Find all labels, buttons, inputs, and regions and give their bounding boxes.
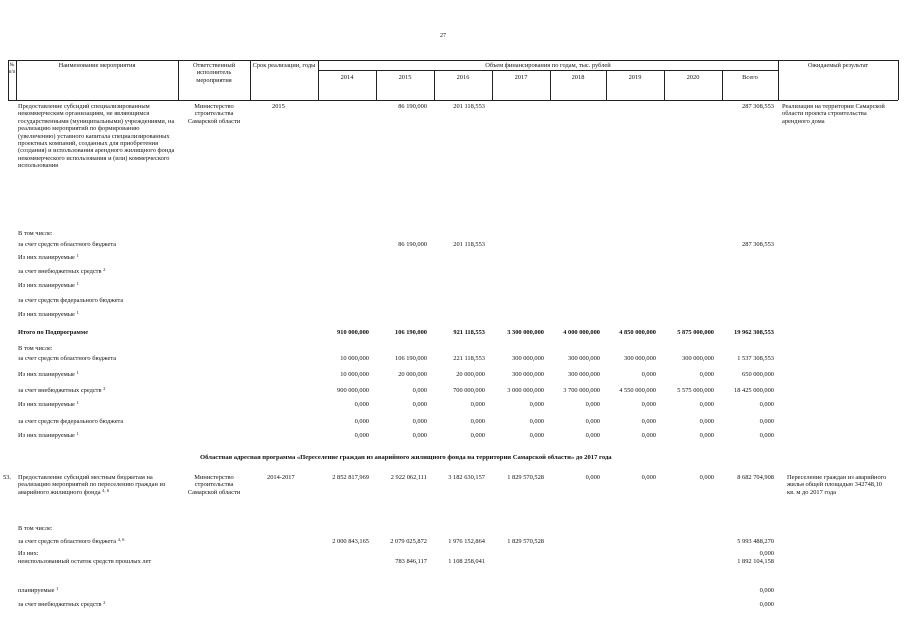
breakdown-label: Из них планируемые $^1$ <box>18 431 79 439</box>
header-result: Ожидаемый результат <box>807 62 869 69</box>
row53-result: Переселение граждан из аварийного жилья общей площадью 342748,10 кв. м до 2017 года <box>787 474 887 496</box>
breakdown-label: В том числе: <box>18 230 53 237</box>
breakdown-label: за счет средств областного бюджета <box>18 355 117 362</box>
value-cell: 10 000,000 <box>340 371 369 378</box>
year-header: 2019 <box>628 74 642 81</box>
value-cell: 1 108 258,041 <box>448 558 485 565</box>
value-cell: 910 000,000 <box>337 329 369 336</box>
value-cell: 1 829 570,528 <box>507 474 544 481</box>
value-cell: 86 190,000 <box>398 241 427 248</box>
year-header: 2014 <box>340 74 354 81</box>
value-cell: 20 000,000 <box>456 371 485 378</box>
breakdown-label: за счет средств областного бюджета <box>18 241 117 248</box>
value-cell: 0,000 <box>699 432 714 439</box>
value-cell: 0,000 <box>585 432 600 439</box>
header-name: Наименование мероприятия <box>58 62 136 69</box>
value-cell: 0,000 <box>699 371 714 378</box>
breakdown-label: Из них планируемые $^1$ <box>18 400 79 408</box>
value-cell: 0,000 <box>699 418 714 425</box>
value-cell: 300 000,000 <box>568 355 600 362</box>
value-cell: 900 000,000 <box>337 387 369 394</box>
year-header: 2020 <box>686 74 700 81</box>
value-cell: 300 000,000 <box>682 355 714 362</box>
breakdown-label: неиспользованный остаток средств прошлых лет <box>18 558 152 565</box>
value-cell: 300 000,000 <box>568 371 600 378</box>
row53-no: 53. <box>3 474 11 481</box>
value-cell: 0,000 <box>412 387 427 394</box>
value-cell: 0,000 <box>641 474 656 481</box>
header-no: № п/п <box>8 63 16 76</box>
value-cell: 700 000,000 <box>453 387 485 394</box>
year-header: Всего <box>742 74 758 81</box>
value-cell: 3 182 630,157 <box>448 474 485 481</box>
value-cell: 0,000 <box>470 432 485 439</box>
breakdown-label: за счет средств федерального бюджета <box>18 297 124 304</box>
value-cell: 0,000 <box>759 601 774 608</box>
year-header: 2018 <box>571 74 585 81</box>
page-number: 27 <box>440 33 446 39</box>
value-cell: 221 118,553 <box>453 355 485 362</box>
value-cell: 0,000 <box>759 550 774 557</box>
value-cell: 0,000 <box>412 418 427 425</box>
value-cell: 1 537 308,553 <box>737 355 774 362</box>
row1-resp: Министерство строительства Самарской области <box>187 103 241 125</box>
value-cell: 0,000 <box>529 432 544 439</box>
row53-name: Предоставление субсидий местным бюджетам на реализацию мероприятий по переселению граждан из аварийного жилищного фонда $^{4, 6}$ <box>18 474 166 496</box>
value-cell: 2 079 025,872 <box>390 538 427 545</box>
value-cell: 10 000,000 <box>340 355 369 362</box>
value-cell: 287 308,553 <box>742 241 774 248</box>
row1-period: 2015 <box>272 103 285 110</box>
value-cell: 650 000,000 <box>742 371 774 378</box>
value-cell: 86 190,000 <box>398 103 427 110</box>
value-cell: 0,000 <box>699 401 714 408</box>
value-cell: 0,000 <box>759 587 774 594</box>
value-cell: 1 829 570,528 <box>507 538 544 545</box>
value-cell: 5 575 000,000 <box>677 387 714 394</box>
value-cell: 0,000 <box>641 432 656 439</box>
value-cell: 3 700 000,000 <box>563 387 600 394</box>
value-cell: 4 000 000,000 <box>563 329 600 336</box>
row53-resp: Министерство строительства Самарской области <box>187 474 241 496</box>
value-cell: 3 300 000,000 <box>507 329 544 336</box>
value-cell: 0,000 <box>529 401 544 408</box>
row1-result: Реализация на территории Самарской области проекта строительства арендного дома <box>782 103 885 125</box>
value-cell: 5 875 000,000 <box>677 329 714 336</box>
value-cell: 3 000 000,000 <box>507 387 544 394</box>
value-cell: 201 118,553 <box>453 103 485 110</box>
breakdown-label: В том числе: <box>18 345 53 352</box>
value-cell: 2 852 817,969 <box>332 474 369 481</box>
breakdown-label: Из них планируемые $^1$ <box>18 281 79 289</box>
value-cell: 0,000 <box>585 418 600 425</box>
value-cell: 0,000 <box>354 432 369 439</box>
value-cell: 106 190,000 <box>395 355 427 362</box>
value-cell: 0,000 <box>412 432 427 439</box>
breakdown-label: за счет внебюджетных средств $^2$ <box>18 386 106 394</box>
value-cell: 0,000 <box>759 432 774 439</box>
value-cell: 300 000,000 <box>512 355 544 362</box>
value-cell: 287 308,553 <box>742 103 774 110</box>
value-cell: 0,000 <box>759 401 774 408</box>
value-cell: 0,000 <box>470 401 485 408</box>
value-cell: 0,000 <box>641 401 656 408</box>
value-cell: 0,000 <box>529 418 544 425</box>
value-cell: 783 846,117 <box>395 558 427 565</box>
year-header: 2017 <box>514 74 528 81</box>
value-cell: 0,000 <box>641 418 656 425</box>
breakdown-label: за счет внебюджетных средств $^2$ <box>18 267 106 275</box>
breakdown-label: Из них планируемые $^1$ <box>18 370 79 378</box>
value-cell: 18 425 000,000 <box>734 387 774 394</box>
value-cell: 0,000 <box>585 474 600 481</box>
breakdown-label: за счет средств федерального бюджета <box>18 418 124 425</box>
value-cell: 0,000 <box>699 474 714 481</box>
value-cell: 1 892 104,158 <box>737 558 774 565</box>
breakdown-label: В том числе: <box>18 525 53 532</box>
value-cell: 300 000,000 <box>512 371 544 378</box>
value-cell: 0,000 <box>354 401 369 408</box>
value-cell: 106 190,000 <box>395 329 427 336</box>
value-cell: 2 000 843,165 <box>332 538 369 545</box>
value-cell: 2 922 062,111 <box>390 474 427 481</box>
value-cell: 0,000 <box>412 401 427 408</box>
value-cell: 4 850 000,000 <box>619 329 656 336</box>
breakdown-label: Из них планируемые $^1$ <box>18 253 79 261</box>
total-label: Итого по Подпрограмме <box>18 329 89 336</box>
breakdown-label: планируемые $^1$ <box>18 586 59 594</box>
header-period: Срок реализации, годы <box>252 62 316 69</box>
row53-period: 2014-2017 <box>267 474 295 481</box>
value-cell: 201 118,553 <box>453 241 485 248</box>
value-cell: 921 118,553 <box>453 329 485 336</box>
year-header: 2016 <box>456 74 470 81</box>
value-cell: 300 000,000 <box>624 355 656 362</box>
breakdown-label: за счет внебюджетных средств $^2$ <box>18 600 106 608</box>
year-header: 2015 <box>398 74 412 81</box>
header-resp: Ответственный исполнитель мероприятия <box>192 62 236 84</box>
section-title: Областная адресная программа «Переселение граждан из аварийного жилищного фонда на территории Самарской области» до 2017 года <box>200 454 612 461</box>
value-cell: 5 993 488,270 <box>737 538 774 545</box>
value-cell: 0,000 <box>759 418 774 425</box>
breakdown-label: за счет средств областного бюджета $^{4, 6}$ <box>18 537 125 545</box>
value-cell: 19 962 308,553 <box>734 329 774 336</box>
value-cell: 0,000 <box>585 401 600 408</box>
breakdown-label: Из них: <box>18 550 39 557</box>
row1-name: Предоставление субсидий специализированным некоммерческим организациям, не являющимся государственными (муниципальными) учреждениями, на реализацию мероприятий по формированию (увеличению) уставного капитала специализированных проектных компаний, созданных для приобретения (создания) и использования арендного жилищного фонда некоммерческого использования и (или) коммерческого использования <box>18 103 175 170</box>
value-cell: 20 000,000 <box>398 371 427 378</box>
value-cell: 4 550 000,000 <box>619 387 656 394</box>
value-cell: 0,000 <box>354 418 369 425</box>
breakdown-label: Из них планируемые $^1$ <box>18 310 79 318</box>
value-cell: 0,000 <box>470 418 485 425</box>
header-volume: Объем финансирования по годам, тыс. рублей <box>485 62 611 69</box>
value-cell: 1 976 152,864 <box>448 538 485 545</box>
value-cell: 8 682 704,908 <box>737 474 774 481</box>
value-cell: 0,000 <box>641 371 656 378</box>
